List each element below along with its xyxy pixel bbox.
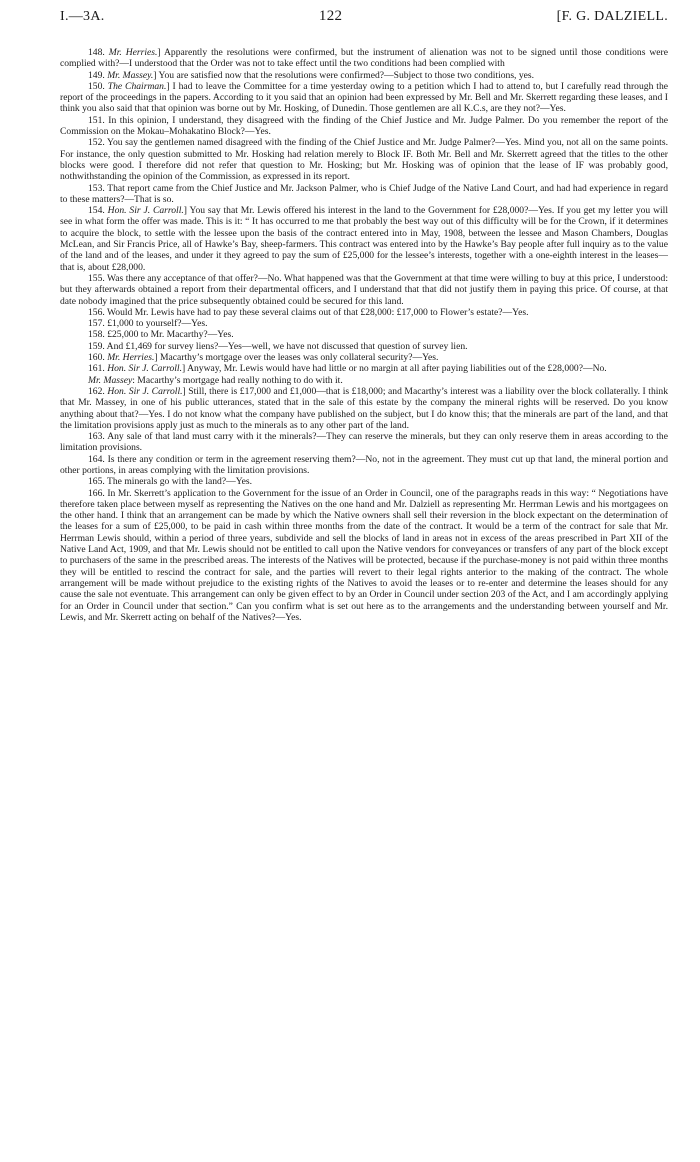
speaker-name: Mr. Massey. [107,69,154,81]
paragraph-text: ] I had to leave the Committee for a time yesterday owing to a petition which I had to attend to, but I carefully read through the report of the proceedings in the papers. According to it you said that an opinion had been expressed by Mr. Bell and Mr. Skerrett regarding these leases, and I think you also said that that opinion was borne out by Mr. Hosking, of Dunedin. Those gentlemen are all K.C.s, are they not?—Yes. [60,80,669,115]
paragraph-text: : Macarthy’s mortgage had really nothing to do with it. [132,374,343,386]
speaker-name: Hon. Sir J. Carroll. [107,205,184,217]
question-paragraph [60,352,668,363]
question-number: 159. [88,340,107,352]
question-paragraph [60,318,668,329]
paragraph-text: Was there any acceptance of that offer?—No. What happened was that the Government at that time were willing to buy at this price, I understood: but they afterwards obtained a report from their departmental officers, and I understand that that did not justify them in paying this price. Of course, at that date nobody imagined that the price subsequently obtained could be secured for this land. [60,272,668,307]
question-paragraph [60,431,668,454]
paragraph-text: ] Still, there is £17,000 and £1,000—that is £18,000; and Macarthy’s interest was a liability over the block collaterally. I think that Mr. Massey, in one of his public utterances, stated that in the sale of this estate by the company the mineral rights will be reserved. Do you know anything about that?—Yes. I do not know what the company have published on the subject, but I do know this; that the minerals are part of the land, and that the limitation provisions apply just as much to the minerals as to any other part of the land. [60,385,669,431]
question-number: 164. [88,453,108,465]
question-number: 165. [88,476,108,488]
question-number: 161. [88,363,108,375]
question-paragraph [60,70,668,81]
question-number: 160. [88,352,108,364]
running-header [60,8,668,25]
speaker-name: Mr. Herries. [107,352,155,364]
paragraph-text: Is there any condition or term in the agreement reserving them?—No, not in the agreement. They must cut up that land, the mineral portion and other portions, in areas complying with the limitation provisions. [60,453,668,476]
speaker-name: Hon. Sir J. Carroll. [107,363,182,375]
question-number: 148. [88,47,109,58]
paragraph-text: ] Anyway, Mr. Lewis would have had little or no margin at all after paying liabilities out of the £28,000?—No. [182,363,607,375]
question-number: 163. [88,431,108,443]
question-paragraph [60,341,668,352]
question-number: 155. [88,272,108,284]
question-paragraph [60,488,668,624]
question-number: 150. [88,80,108,92]
question-paragraph [60,115,668,138]
paragraph-text: In Mr. Skerrett’s application to the Government for the issue of an Order in Council, one of the paragraphs reads in this way: “ Negotiations have therefore taken place between myself as representing the Natives on the one hand and Mr. Dalziell as representing Mr. Herrman Lewis and his mortgagees on the other hand. I think that an arrangement can be made by which the Native owners shall sell their reversion in the block expectant on the determination of the leases for a sum of £25,000, to be paid in cash within three months from the date of the contract. It would be a term of the contract for sale that Mr. Herrman Lewis should, within a period of three years, subdivide and sell the blocks of land in areas not in excess of the areas prescribed in Part XII of the Native Land Act, 1909, and that Mr. Lewis should not be entitled to call upon the Native vendors for conveyances or transfers of any part of the block except to purchasers of the same in the prescribed areas. The interests of the Natives will be protected, because if the purchase-money is not paid within three months they will be entitled to rescind the contract for sale, and the parties will revert to their legal rights anterior to the making of the contract. The whole arrangement will be made without prejudice to the existing rights of the Natives to avoid the leases or to re-enter and determine the leases should for any cause the sale not eventuate. This arrangement can only be given effect to by an Order in Council under section 203 of the Act, and I am accordingly applying for an Order in Council under that section.” Can you confirm what is set out here as to the arrangements and the understanding between yourself and Mr. Lewis, and Mr. Skerrett acting on behalf of the Natives?—Yes. [60,487,669,623]
speaker-name: The Chairman. [107,80,167,92]
question-number: 152. [88,137,107,149]
paragraph-text: £1,000 to yourself?—Yes. [107,318,208,330]
paragraph-text: Would Mr. Lewis have had to pay these several claims out of that £28,000: £17,000 to Flower’s estate?—Yes. [107,306,529,318]
speaker-name: Mr. Herries. [108,47,158,58]
question-paragraph [60,476,668,487]
paragraph-text: In this opinion, I understand, they disagreed with the finding of the Chief Justice and Mr. Judge Palmer. Do you remember the report of the Commission on the Mokau–Mohakatino Block?—Yes. [60,114,668,138]
paragraph-text: ] Apparently the resolutions were confirmed, but the instrument of alienation was not to be signed until those conditions were complied with?—I understood that the Order was not to take effect until the two conditions had been complied with [60,47,668,70]
question-number: 156. [88,306,108,318]
question-paragraph [60,386,668,431]
question-paragraph [60,363,668,374]
question-paragraph [60,47,668,70]
page-number: 122 [318,8,343,24]
paragraph-text: ] You are satisfied now that the resolutions were confirmed?—Subject to those two conditions, yes. [153,69,535,81]
paragraph-text: And £1,469 for survey liens?—Yes—well, we have not discussed that question of survey lien. [106,340,468,352]
question-number: 149. [88,69,108,81]
paragraph-text: That report came from the Chief Justice and Mr. Jackson Palmer, who is Chief Judge of the Native Land Court, and had had experience in regard to these matters?—That is so. [60,182,669,205]
paper-reference: I.—3A. [60,9,105,24]
paragraph-text: ] You say that Mr. Lewis offered his interest in the land to the Government for £28,000?—Yes. If you get my letter you will see in what form the offer was made. This is it: “ It has occurred to me that probably the best way out of this difficulty will be for the Crown, if it determines to acquire the block, to settle with the lessee upon the basis of the contract entered into in May, 1908, between the lessee and Mason Chambers, Douglas McLean, and Sir Francis Price, all of Hawke’s Bay, sheep-farmers. This contract was entered into by the Hawke’s Bay people after full inquiry as to the value of the land and of the leases, and under it they agreed to pay the sum of £25,000 for the lessee’s interests, together with a one-eighth interest in the leases—that is, about £28,000. [60,205,669,273]
question-paragraph [60,454,668,477]
question-paragraph [60,183,668,206]
paragraph-text: ] Macarthy’s mortgage over the leases was only collateral security?—Yes. [154,352,439,364]
paragraph-text: Any sale of that land must carry with it the minerals?—They can reserve the minerals, but they can only reserve them in areas according to the limitation provisions. [60,431,668,454]
question-number: 157. [88,318,108,330]
paragraph-text: The minerals go with the land?—Yes. [107,476,253,488]
document-body [60,47,668,623]
paragraph-text: You say the gentlemen named disagreed with the finding of the Chief Justice and Mr. Judge Palmer?—Yes. Mind you, not all on the same points. For instance, the only question submitted to Mr. Hosking had relation merely to Block IF. Both Mr. Bell and Mr. Skerrett agreed that the titles to the other blocks were good. I therefore did not refer that question to Mr. Hosking; but Mr. Hosking was of opinion that the lease of IF was probably good, nothwithstanding the opinion of the Commission, as expressed in its report. [60,137,668,183]
question-number: 166. [88,487,108,499]
question-paragraph [60,81,668,115]
paragraph-text: £25,000 to Mr. Macarthy?—Yes. [107,329,234,341]
question-number: 153. [88,182,108,194]
question-paragraph [60,375,668,386]
question-number: 154. [88,205,108,217]
question-number: 151. [88,114,109,126]
question-paragraph [60,329,668,340]
question-paragraph [60,307,668,318]
question-paragraph [60,137,668,182]
question-number: 162. [88,385,108,397]
witness-name: [F. G. DALZIELL. [556,9,668,24]
speaker-name: Mr. Massey [88,374,133,386]
question-number: 158. [88,329,108,341]
question-paragraph [60,205,668,273]
question-paragraph [60,273,668,307]
speaker-name: Hon. Sir J. Carroll. [107,385,183,397]
